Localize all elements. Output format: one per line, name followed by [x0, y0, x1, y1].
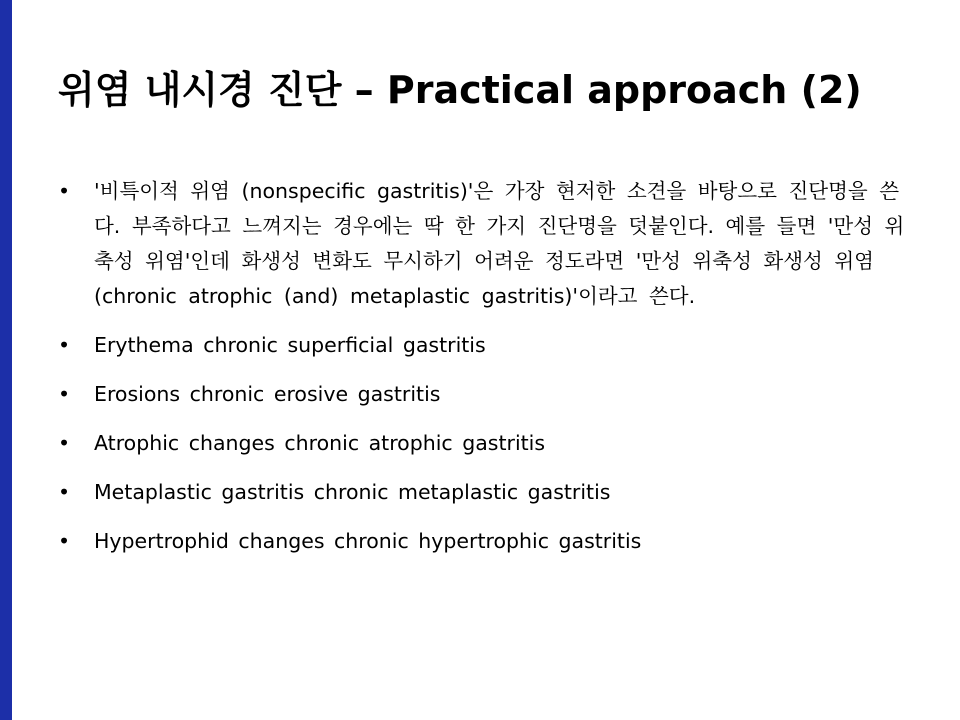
bullet-list	[58, 174, 908, 573]
bullet-item-atrophic-changes	[58, 426, 908, 461]
bullet-dot-icon: •	[58, 480, 71, 504]
bullet-text: Atrophic changes chronic atrophic gastritis	[94, 431, 546, 455]
slide-title: 위염 내시경 진단 – Practical approach (2)	[58, 68, 862, 112]
bullet-dot-icon: •	[58, 431, 71, 455]
bullet-item-nonspecific-gastritis	[58, 174, 908, 314]
bullet-dot-icon: •	[58, 529, 71, 553]
bullet-text: Erythema chronic superficial gastritis	[94, 333, 486, 357]
bullet-item-erosions	[58, 377, 908, 412]
bullet-text: Hypertrophid changes chronic hypertrophic gastritis	[94, 529, 642, 553]
bullet-text: Erosions chronic erosive gastritis	[94, 382, 441, 406]
left-accent-bar	[0, 0, 12, 720]
bullet-text: Metaplastic gastritis chronic metaplastic gastritis	[94, 480, 611, 504]
bullet-item-hypertrophid-changes	[58, 524, 908, 559]
bullet-dot-icon: •	[58, 179, 71, 203]
bullet-item-metaplastic-gastritis	[58, 475, 908, 510]
bullet-text: '비특이적 위염 (nonspecific gastritis)'은 가장 현저한 소견을 바탕으로 진단명을 쓴다. 부족하다고 느껴지는 경우에는 딱 한 가지 진단명을 덧붙인다. 예를 들면 '만성 위축성 위염'인데 화생성 변화도 무시하기 어려운 정도라면 '만성 위축성 화생성 위염 (chronic atrophic (and) metaplastic gastritis)'이라고 쓴다.	[94, 179, 905, 308]
bullet-dot-icon: •	[58, 333, 71, 357]
bullet-dot-icon: •	[58, 382, 71, 406]
bullet-item-erythema	[58, 328, 908, 363]
